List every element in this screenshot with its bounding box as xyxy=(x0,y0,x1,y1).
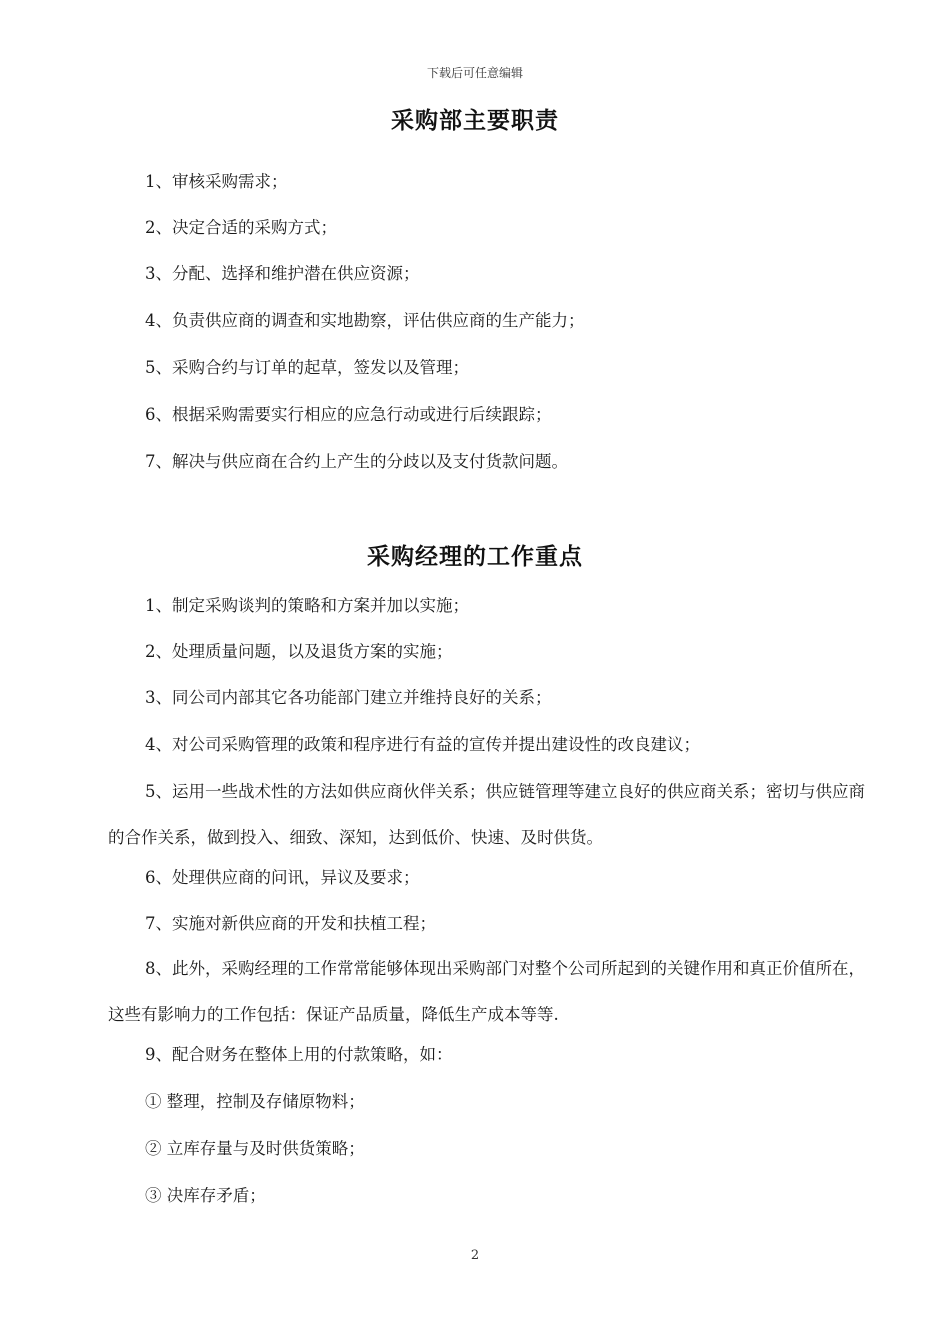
list-item: 1、制定采购谈判的策略和方案并加以实施； xyxy=(145,596,469,615)
list-item: 2、决定合适的采购方式； xyxy=(145,218,337,237)
header-note: 下载后可任意编辑 xyxy=(426,66,523,80)
section-title-responsibilities: 采购部主要职责 xyxy=(391,107,559,134)
list-item: 8、此外，采购经理的工作常常能够体现出采购部门对整个公司所起到的关键作用和真正价值所在，这些有影响力的工作包括：保证产品质量，降低生产成本等等. xyxy=(108,959,865,1024)
list-item: 1、审核采购需求； xyxy=(145,172,288,191)
list-item: 7、解决与供应商在合约上产生的分歧以及支付货款问题。 xyxy=(145,452,568,471)
list-item: ② 立库存量与及时供货策略； xyxy=(145,1139,365,1158)
list-item: 9、配合财务在整体上用的付款策略，如： xyxy=(145,1045,453,1064)
list-item: 5、运用一些战术性的方法如供应商伙伴关系；供应链管理等建立良好的供应商关系；密切与供应商的合作关系，做到投入、细致、深知，达到低价、快速、及时供货。 xyxy=(108,782,865,847)
list-item: 4、负责供应商的调查和实地勘察，评估供应商的生产能力； xyxy=(145,311,585,330)
list-item: 4、对公司采购管理的政策和程序进行有益的宣传并提出建设性的改良建议； xyxy=(145,735,700,754)
list-item: 3、同公司内部其它各功能部门建立并维持良好的关系； xyxy=(145,688,552,707)
list-item: 6、根据采购需要实行相应的应急行动或进行后续跟踪； xyxy=(145,405,552,424)
page-number: 2 xyxy=(470,1248,480,1263)
list-item: 2、处理质量问题，以及退货方案的实施； xyxy=(145,642,453,661)
section-title-manager-focus: 采购经理的工作重点 xyxy=(367,543,583,570)
list-item: 3、分配、选择和维护潜在供应资源； xyxy=(145,264,420,283)
list-item: ③ 决库存矛盾； xyxy=(145,1186,266,1205)
list-item: 6、处理供应商的问讯，异议及要求； xyxy=(145,868,420,887)
list-item: ① 整理，控制及存储原物料； xyxy=(145,1092,365,1111)
list-item: 7、实施对新供应商的开发和扶植工程； xyxy=(145,914,436,933)
list-item: 5、采购合约与订单的起草，签发以及管理； xyxy=(145,358,469,377)
